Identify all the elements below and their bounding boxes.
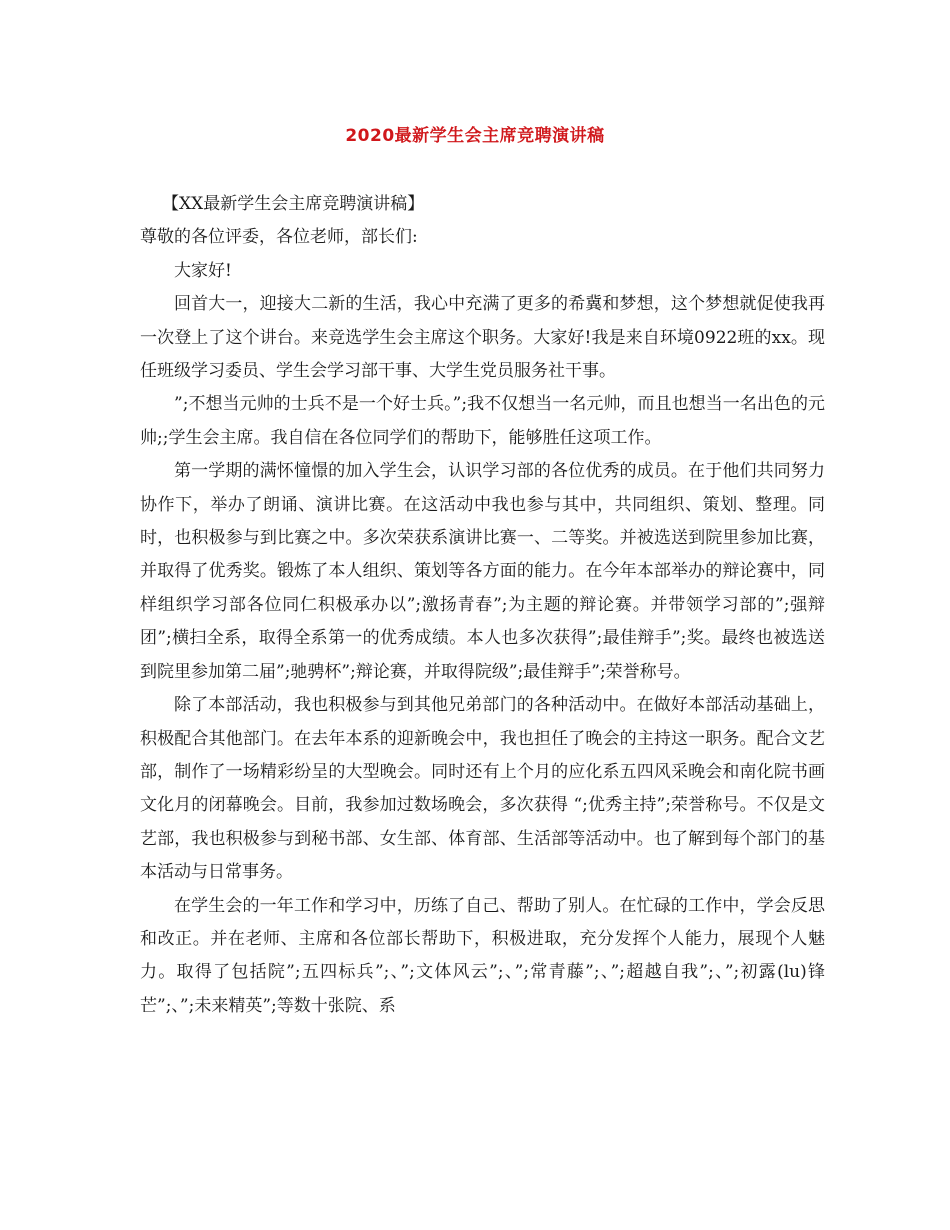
document-title: 2020最新学生会主席竞聘演讲稿 [345,126,605,146]
greeting: 大家好! [174,260,232,281]
paragraph-intro: 回首大一，迎接大二新的生活，我心中充满了更多的希冀和梦想，这个梦想就促使我再一次登上了这个讲台。来竞选学生会主席这个职务。大家好!我是来自环境0922班的xx。现任班级学习委员、学生会学习部干事、大学生党员服务社干事。 [140,294,825,382]
document-subheading: 【XX最新学生会主席竞聘演讲稿】 [162,194,425,214]
salutation: 尊敬的各位评委，各位老师，部长们: [140,227,418,248]
document-body [140,188,825,1023]
paragraph-first-semester: 第一学期的满怀憧憬的加入学生会，认识学习部的各位优秀的成员。在于他们共同努力协作下，举办了朗诵、演讲比赛。在这活动中我也参与其中，共同组织、策划、整理。同时，也积极参与到比赛之中。多次荣获系演讲比赛一、二等奖。并被选送到院里参加比赛，并取得了优秀奖。锻炼了本人组织、策划等各方面的能力。在今年本部举办的辩论赛中，同样组织学习部各位同仁积极承办以”;激扬青春”;为主题的辩论赛。并带领学习部的”;强辩团”;横扫全系，取得全系第一的优秀成绩。本人也多次获得”;最佳辩手”;奖。最终也被选送到院里参加第二届”;驰骋杯”;辩论赛，并取得院级”;最佳辩手”;荣誉称号。 [140,461,825,682]
paragraph-other-departments: 除了本部活动，我也积极参与到其他兄弟部门的各种活动中。在做好本部活动基础上，积极配合其他部门。在去年本系的迎新晚会中，我也担任了晚会的主持这一职务。配合文艺部，制作了一场精彩纷呈的大型晚会。同时还有上个月的应化系五四风采晚会和南化院书画文化月的闭幕晚会。目前，我参加过数场晚会，多次获得 “;优秀主持”;荣誉称号。不仅是文艺部，我也积极参与到秘书部、女生部、体育部、生活部等活动中。也了解到每个部门的基本活动与日常事务。 [140,695,825,883]
paragraph-achievements: 在学生会的一年工作和学习中，历练了自己、帮助了别人。在忙碌的工作中，学会反思和改正。并在老师、主席和各位部长帮助下，积极进取，充分发挥个人能力，展现个人魅力。取得了包括院”;五四标兵”;、”;文体风云”;、”;常青藤”;、”;超越自我”;、”;初露(lu)锋芒”;、”;未来精英”;等数十张院、系 [140,895,825,1016]
paragraph-ambition: ”;不想当元帅的士兵不是一个好士兵。”;我不仅想当一名元帅，而且也想当一名出色的元帅;;学生会主席。我自信在各位同学们的帮助下，能够胜任这项工作。 [140,394,825,448]
